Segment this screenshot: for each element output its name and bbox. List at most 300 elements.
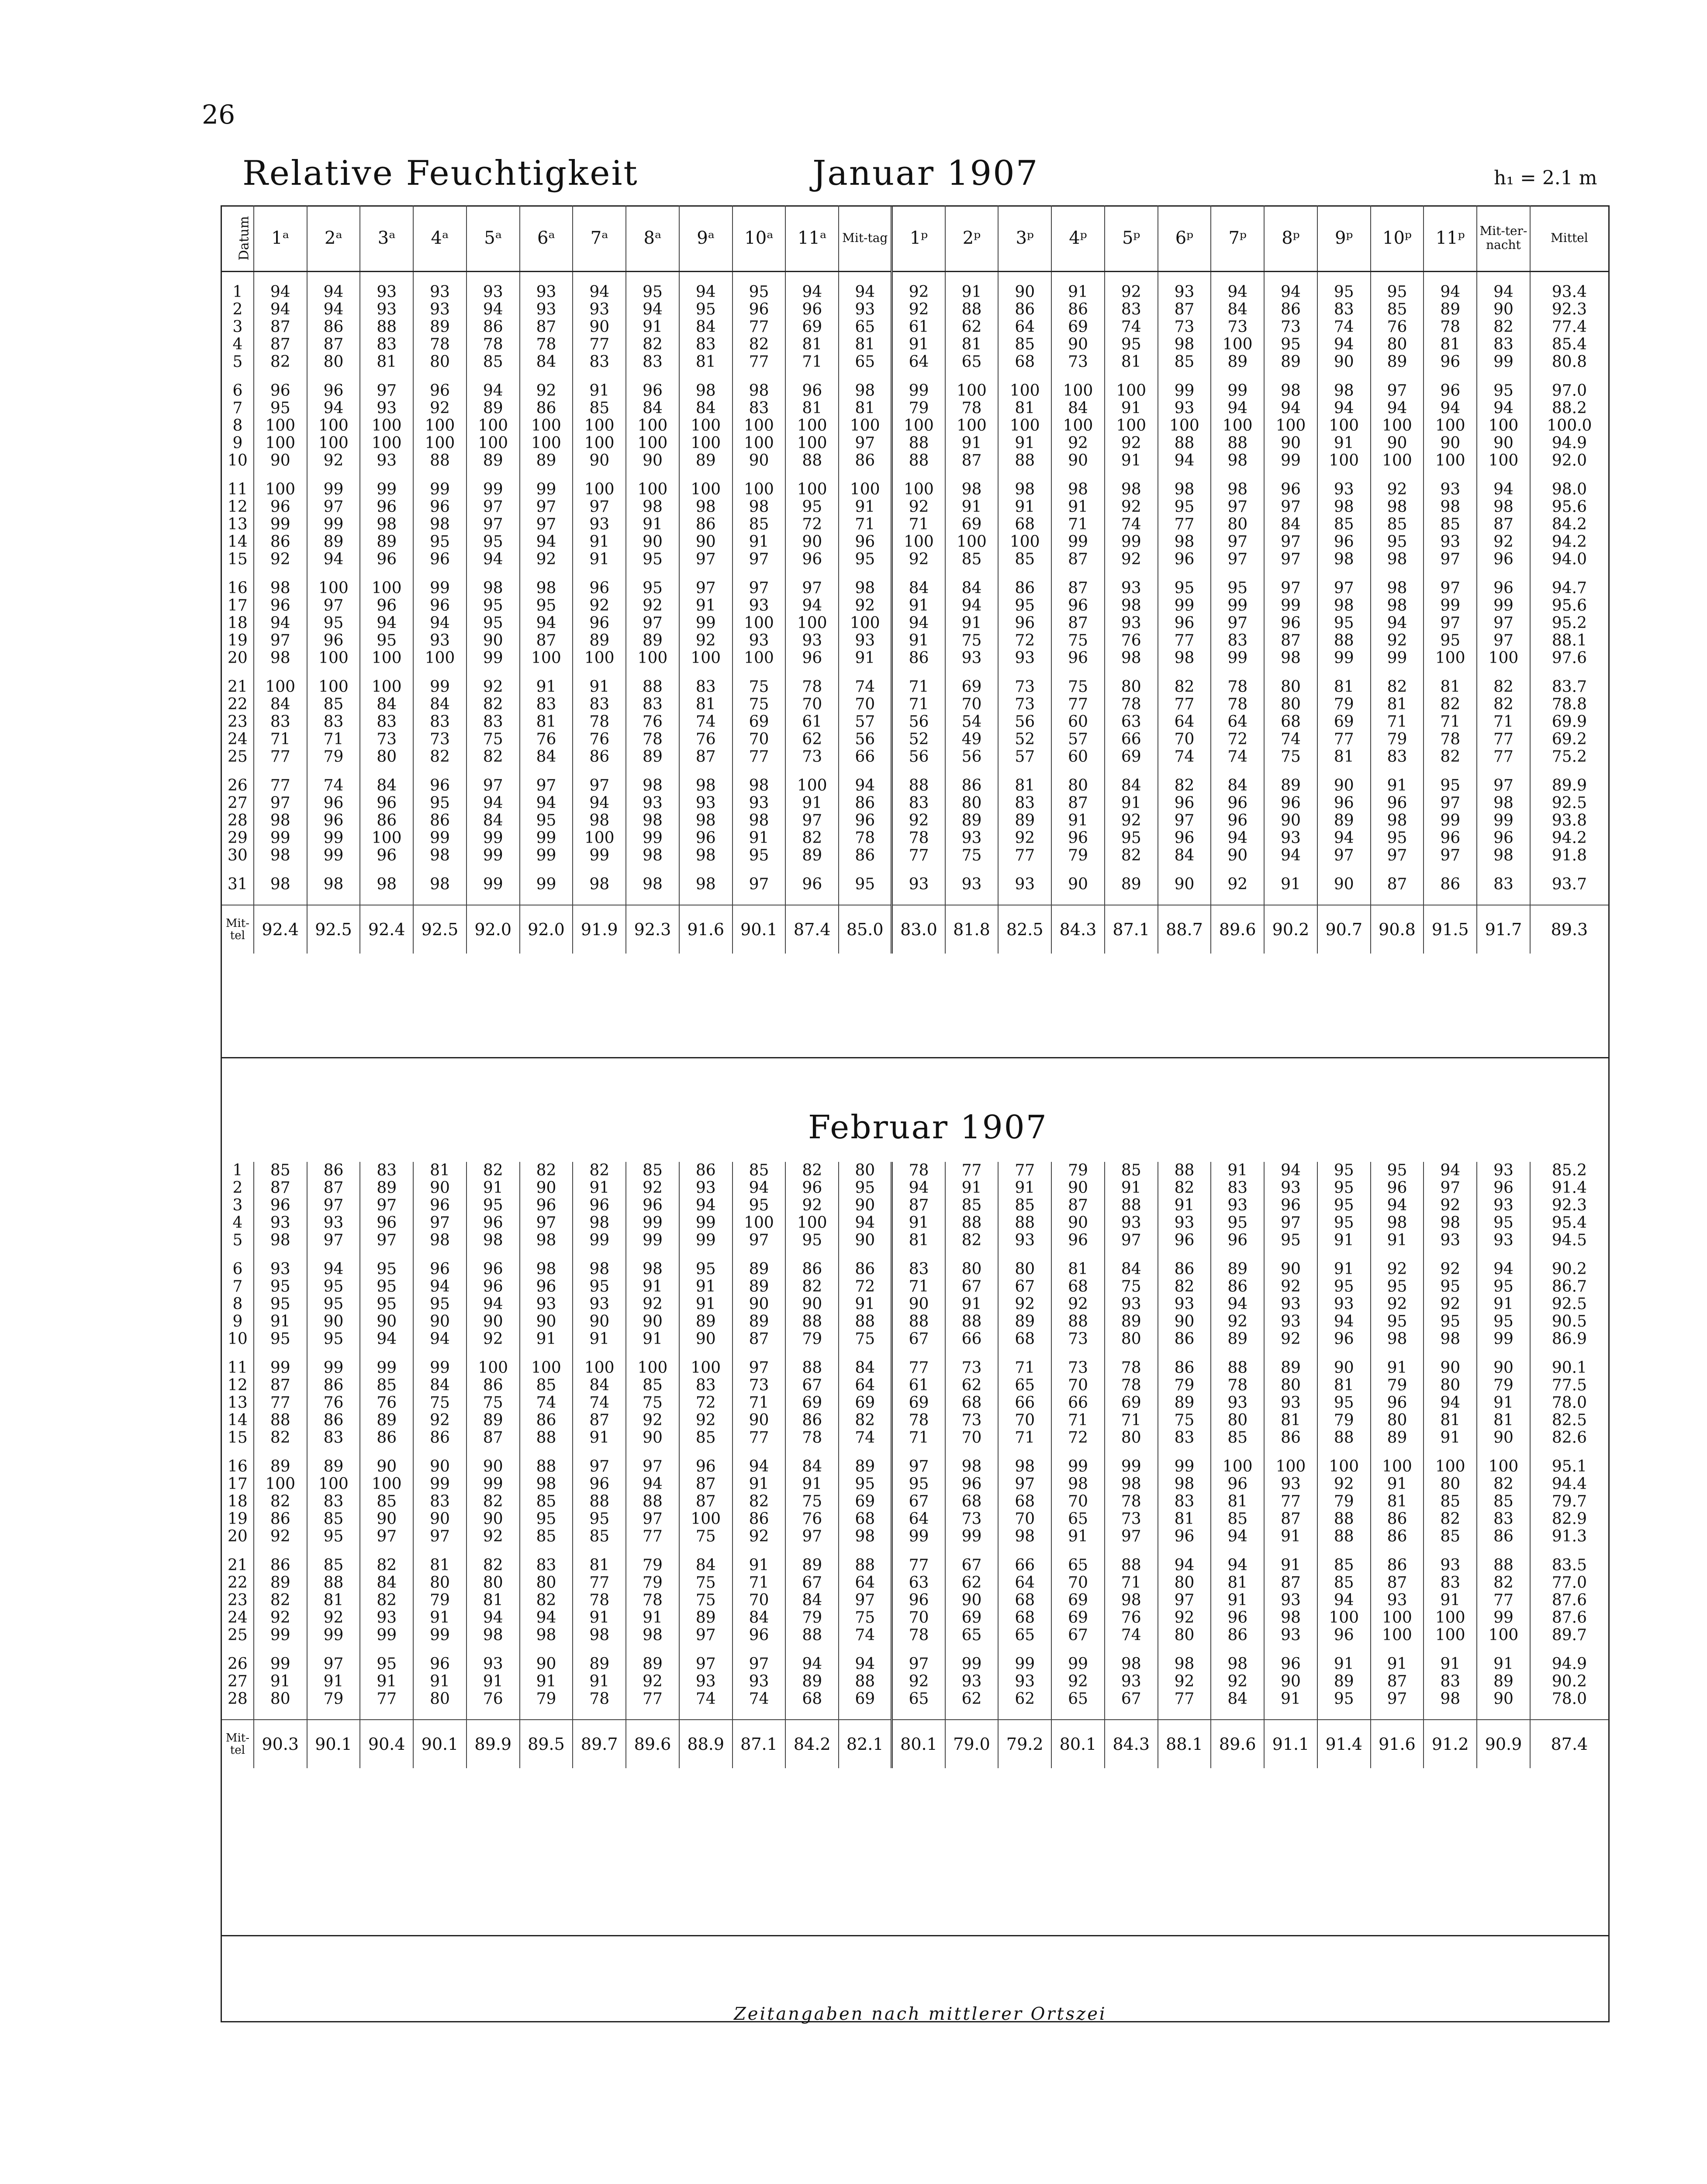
value-cell: 83 (520, 696, 573, 713)
value-cell: 98 (679, 777, 733, 795)
value-cell: 97 (360, 1197, 413, 1214)
value-cell: 81 (785, 400, 839, 417)
value-cell: 97 (466, 777, 520, 795)
value-cell: 94 (1317, 1592, 1371, 1609)
value-cell: 82 (1371, 678, 1424, 696)
value-cell: 79 (1158, 1377, 1211, 1394)
table-row (222, 812, 1608, 829)
value-cell: 100 (360, 678, 413, 696)
value-cell: 84 (626, 400, 679, 417)
value-cell: 74 (679, 713, 733, 731)
value-cell: 95 (1477, 382, 1530, 400)
value-cell: 90 (1158, 1313, 1211, 1330)
table-row (222, 382, 1608, 400)
value-cell: 99 (1264, 452, 1317, 470)
value-cell: 84 (254, 696, 307, 713)
mittel-value: 91.4 (1317, 1720, 1371, 1768)
value-cell: 90 (466, 1510, 520, 1528)
datum-cell: 3 (232, 318, 243, 336)
value-cell: 82 (466, 1493, 520, 1510)
value-cell: 99 (307, 481, 360, 498)
value-cell: 81 (1371, 1493, 1424, 1510)
value-cell: 82 (360, 1592, 413, 1609)
value-cell: 90 (1477, 435, 1530, 452)
value-cell: 83 (679, 1377, 733, 1394)
value-cell: 89.7 (1530, 1627, 1608, 1644)
value-cell: 90 (573, 1313, 626, 1330)
value-cell: 81 (839, 336, 892, 353)
value-cell: 93 (1264, 1179, 1317, 1197)
value-cell: 98 (626, 498, 679, 516)
value-cell: 96 (254, 597, 307, 615)
column-header: 10ᵖ (1371, 205, 1424, 272)
value-cell: 100 (679, 650, 733, 667)
value-cell: 66 (839, 748, 892, 766)
table-row (222, 650, 1608, 667)
value-cell: 88 (945, 301, 999, 318)
mittel-value: 90.7 (1317, 905, 1371, 954)
value-cell: 94 (1317, 400, 1371, 417)
mittel-value: 92.4 (254, 905, 307, 954)
value-cell: 96 (360, 1214, 413, 1232)
value-cell: 100 (626, 435, 679, 452)
value-cell: 66 (998, 1557, 1051, 1574)
value-cell: 91 (839, 498, 892, 516)
value-cell: 69 (839, 1493, 892, 1510)
value-cell: 77 (1477, 731, 1530, 748)
value-cell: 92 (1051, 435, 1105, 452)
page-number: 26 (202, 100, 235, 130)
value-cell: 100 (679, 435, 733, 452)
value-cell: 91.4 (1530, 1179, 1608, 1197)
value-cell: 87 (1371, 1673, 1424, 1690)
datum-cell: 27 (228, 794, 248, 812)
value-cell: 98 (1371, 1214, 1424, 1232)
value-cell: 100 (307, 650, 360, 667)
value-cell: 99 (413, 481, 466, 498)
value-cell: 63 (892, 1574, 945, 1592)
value-cell: 80 (413, 1574, 466, 1592)
datum-cell: 17 (228, 1475, 248, 1493)
value-cell: 98 (626, 1261, 679, 1278)
datum-cell: 15 (228, 550, 248, 568)
value-cell: 81 (892, 1232, 945, 1249)
value-cell: 78 (1211, 678, 1264, 696)
value-cell: 91 (626, 1609, 679, 1627)
table-row (222, 731, 1608, 748)
value-cell: 85 (1317, 516, 1371, 533)
value-cell: 80 (1158, 1574, 1211, 1592)
value-cell: 85 (1477, 1493, 1530, 1510)
value-cell: 98 (1264, 382, 1317, 400)
value-cell: 81 (1264, 1412, 1317, 1429)
value-cell: 95 (254, 1296, 307, 1313)
value-cell: 86 (733, 1510, 786, 1528)
value-cell: 62 (785, 731, 839, 748)
value-cell: 94 (520, 615, 573, 632)
value-cell: 89 (573, 1655, 626, 1673)
value-cell: 80 (1264, 678, 1317, 696)
value-cell: 80 (1264, 696, 1317, 713)
value-cell: 95 (1477, 1278, 1530, 1296)
value-cell: 97 (1371, 847, 1424, 864)
value-cell: 73 (945, 1412, 999, 1429)
value-cell: 98 (254, 847, 307, 864)
value-cell: 67 (1105, 1690, 1158, 1708)
value-cell: 95 (520, 597, 573, 615)
value-cell: 93 (733, 795, 786, 812)
value-cell: 91 (733, 533, 786, 551)
table-row (222, 400, 1608, 417)
value-cell: 99 (1477, 812, 1530, 829)
value-cell: 88 (1317, 1528, 1371, 1545)
value-cell: 93 (413, 301, 466, 318)
value-cell: 87 (307, 1179, 360, 1197)
value-cell: 93 (1105, 1296, 1158, 1313)
value-cell: 90 (839, 1197, 892, 1214)
value-cell: 95 (520, 1510, 573, 1528)
value-cell: 100 (520, 435, 573, 452)
value-cell: 88 (1158, 1162, 1211, 1179)
value-cell: 97 (1211, 533, 1264, 551)
value-cell: 96 (1051, 650, 1105, 667)
value-cell: 82 (785, 1278, 839, 1296)
value-cell: 70 (733, 731, 786, 748)
value-cell: 100 (945, 533, 999, 551)
value-cell: 94 (733, 1458, 786, 1476)
value-cell: 93 (1371, 1592, 1424, 1609)
value-cell: 94 (1264, 400, 1317, 417)
value-cell: 93 (1477, 1197, 1530, 1214)
value-cell: 88 (785, 1627, 839, 1644)
datum-cell: 23 (228, 713, 248, 731)
value-cell: 93.7 (1530, 876, 1608, 893)
value-cell: 68 (785, 1690, 839, 1708)
value-cell: 99 (1264, 597, 1317, 615)
value-cell: 69 (785, 1394, 839, 1412)
value-cell: 100 (679, 417, 733, 435)
value-cell: 97.0 (1530, 382, 1608, 400)
separator-line (222, 1057, 1608, 1058)
value-cell: 96 (573, 1197, 626, 1214)
value-cell: 97 (1317, 847, 1371, 864)
value-cell: 91 (1424, 1592, 1477, 1609)
value-cell: 52 (998, 731, 1051, 748)
value-cell: 90 (466, 1313, 520, 1330)
value-cell: 81 (1371, 696, 1424, 713)
value-cell: 79 (413, 1592, 466, 1609)
value-cell: 92 (679, 1412, 733, 1429)
value-cell: 89 (1211, 1261, 1264, 1278)
value-cell: 99 (307, 1627, 360, 1644)
value-cell: 99 (573, 1232, 626, 1249)
value-cell: 97 (733, 551, 786, 568)
table-row (222, 795, 1608, 812)
value-cell: 88 (892, 777, 945, 795)
value-cell: 98 (254, 812, 307, 829)
value-cell: 93 (1105, 615, 1158, 632)
value-cell: 95 (839, 876, 892, 893)
value-cell: 97 (1264, 533, 1317, 551)
table-row (222, 829, 1608, 847)
column-header: 2ᵃ (307, 205, 360, 272)
datum-cell: 10 (228, 452, 248, 470)
value-cell: 95.6 (1530, 498, 1608, 516)
value-cell: 91 (945, 615, 999, 632)
mittel-value: 87.1 (1105, 905, 1158, 954)
value-cell: 65 (945, 353, 999, 371)
value-cell: 97 (307, 597, 360, 615)
mittel-value: 80.1 (1051, 1720, 1105, 1768)
value-cell: 99 (254, 829, 307, 847)
column-header: Datum (222, 205, 254, 272)
value-cell: 66 (945, 1330, 999, 1348)
value-cell: 80 (1105, 1429, 1158, 1447)
value-cell: 94.0 (1530, 551, 1608, 568)
value-cell: 96 (466, 1214, 520, 1232)
value-cell: 96 (413, 551, 466, 568)
value-cell: 97 (785, 1528, 839, 1545)
value-cell: 91 (307, 1673, 360, 1690)
value-cell: 91 (520, 678, 573, 696)
column-header: 4ᵃ (413, 205, 466, 272)
value-cell: 99 (626, 1214, 679, 1232)
value-cell: 98 (1424, 498, 1477, 516)
table-row (222, 1261, 1608, 1278)
value-cell: 93 (1264, 1394, 1317, 1412)
mittel-label: Mit-tel (222, 1720, 254, 1768)
value-cell: 97 (360, 1232, 413, 1249)
value-cell: 96 (307, 632, 360, 650)
value-cell: 85 (520, 1377, 573, 1394)
datum-cell: 5 (232, 1231, 243, 1249)
value-cell: 98 (839, 1528, 892, 1545)
table-row (222, 678, 1608, 696)
value-cell: 93 (892, 876, 945, 893)
value-cell: 100 (520, 417, 573, 435)
value-cell: 93 (520, 301, 573, 318)
value-cell: 87 (679, 748, 733, 766)
value-cell: 95 (626, 580, 679, 597)
value-cell: 93 (413, 283, 466, 301)
value-cell: 90 (520, 1313, 573, 1330)
value-cell: 93 (360, 400, 413, 417)
value-cell: 92 (733, 1528, 786, 1545)
datum-cell: 18 (228, 1493, 248, 1510)
value-cell: 92 (1105, 551, 1158, 568)
value-cell: 100 (1317, 452, 1371, 470)
value-cell: 81 (679, 696, 733, 713)
value-cell: 96 (1211, 812, 1264, 829)
value-cell: 88 (1477, 1557, 1530, 1574)
value-cell: 68 (998, 516, 1051, 533)
value-cell: 98 (254, 1232, 307, 1249)
value-cell: 91 (1105, 795, 1158, 812)
value-cell: 75 (626, 1394, 679, 1412)
value-cell: 56 (998, 713, 1051, 731)
value-cell: 91 (360, 1673, 413, 1690)
value-cell: 94 (307, 400, 360, 417)
value-cell: 77 (254, 1394, 307, 1412)
column-header: 10ᵃ (733, 205, 786, 272)
value-cell: 82 (945, 1232, 999, 1249)
value-cell: 77 (1158, 632, 1211, 650)
value-cell: 99 (1051, 533, 1105, 551)
value-cell: 93 (1477, 1162, 1530, 1179)
value-cell: 90.2 (1530, 1673, 1608, 1690)
value-cell: 75 (1158, 1412, 1211, 1429)
value-cell: 83 (626, 696, 679, 713)
value-cell: 77 (1158, 516, 1211, 533)
value-cell: 90 (573, 318, 626, 336)
value-cell: 62 (945, 1690, 999, 1708)
value-cell: 71 (1051, 1412, 1105, 1429)
value-cell: 97 (1264, 1214, 1317, 1232)
value-cell: 93 (573, 516, 626, 533)
value-cell: 71 (892, 516, 945, 533)
value-cell: 89 (307, 1458, 360, 1476)
value-cell: 96 (413, 1655, 466, 1673)
value-cell: 100 (1051, 382, 1105, 400)
value-cell: 95 (254, 1278, 307, 1296)
value-cell: 97 (1105, 1232, 1158, 1249)
value-cell: 75 (839, 1609, 892, 1627)
mittel-value: 87.1 (733, 1720, 786, 1768)
value-cell: 92.5 (1530, 1296, 1608, 1313)
datum-cell: 16 (228, 579, 248, 597)
value-cell: 97 (733, 1232, 786, 1249)
table-row (222, 632, 1608, 650)
value-cell: 92 (1317, 1476, 1371, 1493)
value-cell: 97 (1424, 580, 1477, 597)
value-cell: 81 (1424, 336, 1477, 353)
value-cell: 97 (1477, 615, 1530, 632)
value-cell: 95 (1371, 1162, 1424, 1179)
value-cell: 76 (466, 1690, 520, 1708)
value-cell: 82 (254, 1592, 307, 1609)
column-header: 9ᵖ (1317, 205, 1371, 272)
value-cell: 95 (1477, 1313, 1530, 1330)
value-cell: 87 (520, 632, 573, 650)
datum-cell: 19 (228, 1510, 248, 1528)
table-row (222, 1412, 1608, 1429)
value-cell: 81 (839, 400, 892, 417)
value-cell: 96 (1158, 551, 1211, 568)
value-cell: 90 (998, 283, 1051, 301)
value-cell: 84 (679, 400, 733, 417)
value-cell: 84 (892, 580, 945, 597)
value-cell: 69 (945, 516, 999, 533)
value-cell: 85 (945, 551, 999, 568)
value-cell: 99 (626, 829, 679, 847)
value-cell: 71 (733, 1394, 786, 1412)
value-cell: 100 (520, 1359, 573, 1377)
value-cell: 85.4 (1530, 336, 1608, 353)
value-cell: 77 (892, 1359, 945, 1377)
value-cell: 100 (254, 435, 307, 452)
value-cell: 98 (413, 1232, 466, 1249)
value-cell: 96 (307, 382, 360, 400)
value-cell: 71 (1424, 713, 1477, 731)
mittel-row (222, 1720, 1608, 1768)
column-header: 1ᵖ (892, 205, 945, 272)
value-cell: 94 (1317, 1313, 1371, 1330)
value-cell: 69 (839, 1394, 892, 1412)
value-cell: 90 (945, 1592, 999, 1609)
value-cell: 80 (1105, 1330, 1158, 1348)
value-cell: 95 (1317, 1394, 1371, 1412)
value-cell: 98 (626, 847, 679, 864)
value-cell: 69 (785, 318, 839, 336)
value-cell: 85 (573, 1528, 626, 1545)
value-cell: 94 (1477, 283, 1530, 301)
value-cell: 86 (466, 1377, 520, 1394)
value-cell: 82 (1158, 1179, 1211, 1197)
mittel-value: 84.3 (1051, 905, 1105, 954)
value-cell: 95 (1105, 336, 1158, 353)
value-cell: 91 (1158, 1197, 1211, 1214)
value-cell: 77 (573, 336, 626, 353)
datum-cell: 13 (228, 1394, 248, 1412)
value-cell: 95 (785, 1232, 839, 1249)
value-cell: 98 (360, 516, 413, 533)
value-cell: 87 (254, 336, 307, 353)
value-cell: 84 (520, 353, 573, 371)
value-cell: 78 (1424, 731, 1477, 748)
value-cell: 100 (892, 481, 945, 498)
value-cell: 92 (1105, 435, 1158, 452)
value-cell: 92 (413, 1412, 466, 1429)
column-header: 8ᵃ (626, 205, 679, 272)
value-cell: 81 (1105, 353, 1158, 371)
value-cell: 95 (1424, 1313, 1477, 1330)
datum-cell: 8 (232, 1295, 243, 1313)
value-cell: 86 (785, 1412, 839, 1429)
value-cell: 98 (520, 1627, 573, 1644)
value-cell: 72 (839, 1278, 892, 1296)
value-cell: 65 (1051, 1557, 1105, 1574)
value-cell: 99 (1317, 650, 1371, 667)
value-cell: 96 (307, 812, 360, 829)
value-cell: 94 (520, 1609, 573, 1627)
value-cell: 82 (466, 1162, 520, 1179)
mittel-value: 80.1 (892, 1720, 945, 1768)
value-cell: 99 (1158, 1458, 1211, 1476)
mittel-value: 89.6 (1211, 905, 1264, 954)
value-cell: 90 (892, 1296, 945, 1313)
value-cell: 94.9 (1530, 435, 1608, 452)
value-cell: 77 (1158, 1690, 1211, 1708)
value-cell: 86 (573, 748, 626, 766)
datum-cell: 27 (228, 1673, 248, 1690)
mittel-value: 89.6 (626, 1720, 679, 1768)
table-row (222, 1655, 1608, 1673)
value-cell: 96 (1158, 829, 1211, 847)
mittel-row (222, 905, 1608, 954)
value-cell: 91 (573, 551, 626, 568)
value-cell: 91 (573, 1673, 626, 1690)
value-cell: 74 (1264, 731, 1317, 748)
value-cell: 92 (1105, 498, 1158, 516)
value-cell: 85 (998, 551, 1051, 568)
value-cell: 94 (1424, 1162, 1477, 1179)
value-cell: 65 (839, 353, 892, 371)
value-cell: 87 (254, 1377, 307, 1394)
value-cell: 91 (573, 1330, 626, 1348)
value-cell: 78 (1211, 1377, 1264, 1394)
value-cell: 72 (785, 516, 839, 533)
value-cell: 97 (1371, 382, 1424, 400)
